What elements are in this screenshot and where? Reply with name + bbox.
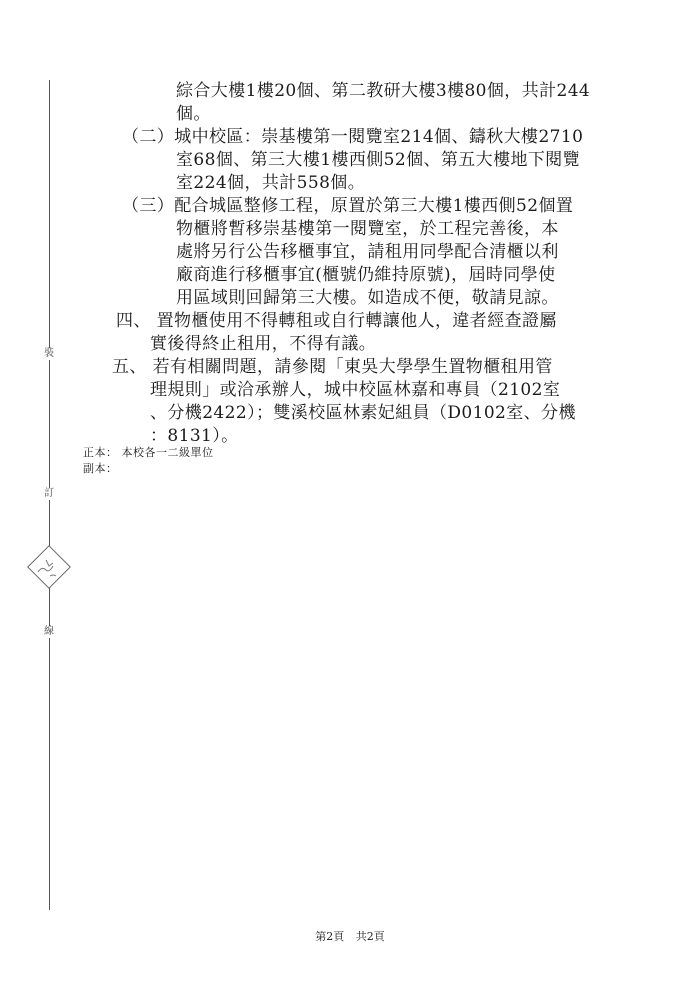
body-line: 四、 置物櫃使用不得轉租或自行轉讓他人，違者經查證屬 bbox=[116, 311, 557, 331]
body-line: 室224個，共計558個。 bbox=[176, 173, 366, 193]
body-line: 室68個、第三大樓1樓西側52個、第五大樓地下閱覽 bbox=[176, 150, 581, 170]
body-line: 綜合大樓1樓20個、第二教研大樓3樓80個，共計244 bbox=[176, 81, 591, 101]
binding-mark-zhuang: 裝 bbox=[44, 348, 54, 359]
page-number: 第2頁 bbox=[315, 930, 345, 943]
body-line: 廠商進行移櫃事宜(櫃號仍維持原號)，屆時同學使 bbox=[176, 265, 556, 285]
body-line: 實後得終止租用，不得有議。 bbox=[150, 334, 377, 354]
body-line: 處將另行公告移櫃事宜，請租用同學配合清櫃以利 bbox=[176, 242, 559, 262]
body-line: （二）城中校區：崇基樓第一閱覽室214個、鑄秋大樓2710 bbox=[122, 127, 584, 147]
body-line: 、分機2422）；雙溪校區林素妃組員（D0102室、分機 bbox=[150, 403, 576, 423]
body-line: 理規則」或洽承辦人，城中校區林嘉和專員（2102室 bbox=[150, 380, 561, 400]
body-line: （三）配合城區整修工程，原置於第三大樓1樓西側52個置 bbox=[122, 196, 574, 216]
body-line: ：8131）。 bbox=[150, 426, 239, 446]
page-footer bbox=[0, 928, 700, 944]
distribution-primary: 正本： 本校各一二級單位 bbox=[83, 446, 214, 459]
binding-mark-xian: 線 bbox=[44, 626, 54, 637]
page-total: 共2頁 bbox=[355, 930, 385, 943]
distribution-copy: 副本： bbox=[83, 462, 118, 475]
body-line: 物櫃將暫移崇基樓第一閱覽室，於工程完善後，本 bbox=[176, 219, 559, 239]
body-line: 個。 bbox=[176, 104, 211, 124]
binding-mark-ding: 訂 bbox=[44, 488, 54, 499]
body-line: 用區域則回歸第三大樓。如造成不便，敬請見諒。 bbox=[176, 288, 559, 308]
body-line: 五、 若有相關問題，請參閱「東吳大學學生置物櫃租用管 bbox=[112, 357, 553, 377]
